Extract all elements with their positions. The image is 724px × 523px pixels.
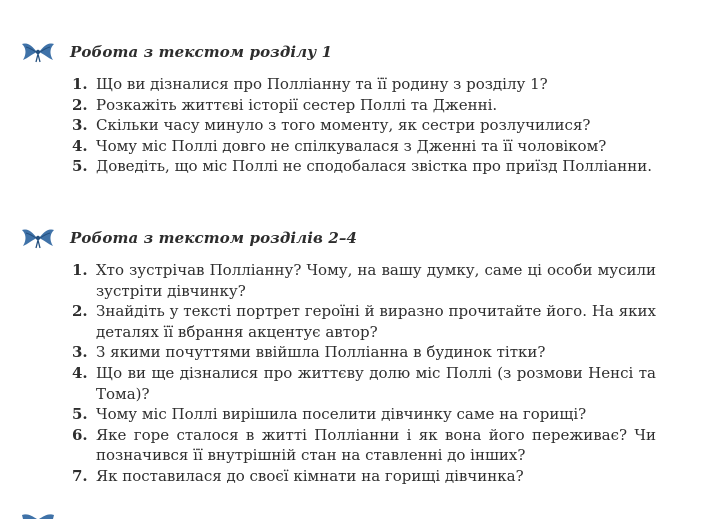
question-text: Що ви ще дізналися про життєву долю міс Поллі (з розмови Ненсі та Тома)?	[96, 363, 656, 403]
question-item	[72, 301, 710, 342]
question-item	[72, 260, 710, 301]
question-list	[20, 74, 710, 177]
question-item	[72, 363, 710, 404]
question-text: Розкажіть життєві історії сестер Поллі та Дженні.	[96, 95, 498, 114]
section-header	[20, 40, 710, 64]
section-header	[20, 226, 710, 250]
question-text: З якими почуттями ввійшла Поллiанна в будинок тітки?	[96, 343, 546, 362]
question-text: Що ви дізналися про Поллiанну та її родину з розділу 1?	[96, 75, 548, 93]
pennant-ornament-icon	[20, 40, 56, 64]
question-number: 2.	[72, 95, 88, 114]
question-number: 3.	[72, 116, 88, 135]
question-item	[72, 466, 710, 487]
question-number: 3.	[72, 343, 88, 362]
question-text: Скільки часу минуло з того моменту, як сестри розлучилися?	[96, 116, 591, 135]
question-number: 1.	[72, 75, 88, 93]
section-chapter-1	[20, 40, 710, 177]
question-item	[72, 136, 710, 157]
question-item	[72, 404, 710, 425]
question-text: Хто зустрічав Поллiанну? Чому, на вашу думку, саме ці особи мусили зустріти дівчинку?	[96, 261, 656, 300]
question-number: 4.	[72, 363, 88, 382]
section-chapters-2-4	[20, 226, 710, 487]
question-number: 5.	[72, 405, 88, 424]
question-number: 4.	[72, 136, 88, 155]
question-text: Чому міс Поллі вирішила поселити дівчинку саме на горищі?	[96, 405, 587, 424]
question-item	[72, 95, 710, 116]
question-number: 6.	[72, 425, 88, 444]
question-item	[72, 156, 710, 177]
question-text: Знайдіть у тексті портрет героїні й виразно прочитайте його. На яких деталях її вбрання акцентує автор?	[96, 302, 656, 341]
next-section-ornament-fragment	[20, 504, 56, 510]
question-number: 7.	[72, 466, 88, 485]
question-number: 5.	[72, 157, 88, 176]
question-item	[72, 115, 710, 136]
question-item	[72, 425, 710, 466]
question-item	[72, 74, 710, 95]
question-text: Чому міс Поллі довго не спілкувалася з Дженні та її чоловіком?	[96, 136, 607, 155]
section-title: Робота з текстом розділів 2–4	[70, 229, 358, 247]
question-number: 2.	[72, 302, 88, 321]
question-text: Яке горе сталося в житті Поллiанни і як вона його переживає? Чи позначився її внутрішній стан на ставленні до інших?	[96, 425, 656, 465]
question-text: Як поставилася до своєї кімнати на горищі дівчинка?	[96, 466, 524, 485]
section-title: Робота з текстом розділу 1	[70, 43, 333, 61]
question-text: Доведіть, що міс Поллі не сподобалася звістка про приїзд Поллiанни.	[96, 157, 652, 176]
question-list	[20, 260, 710, 487]
question-number: 1.	[72, 261, 88, 279]
question-item	[72, 342, 710, 363]
pennant-ornament-icon	[20, 226, 56, 250]
